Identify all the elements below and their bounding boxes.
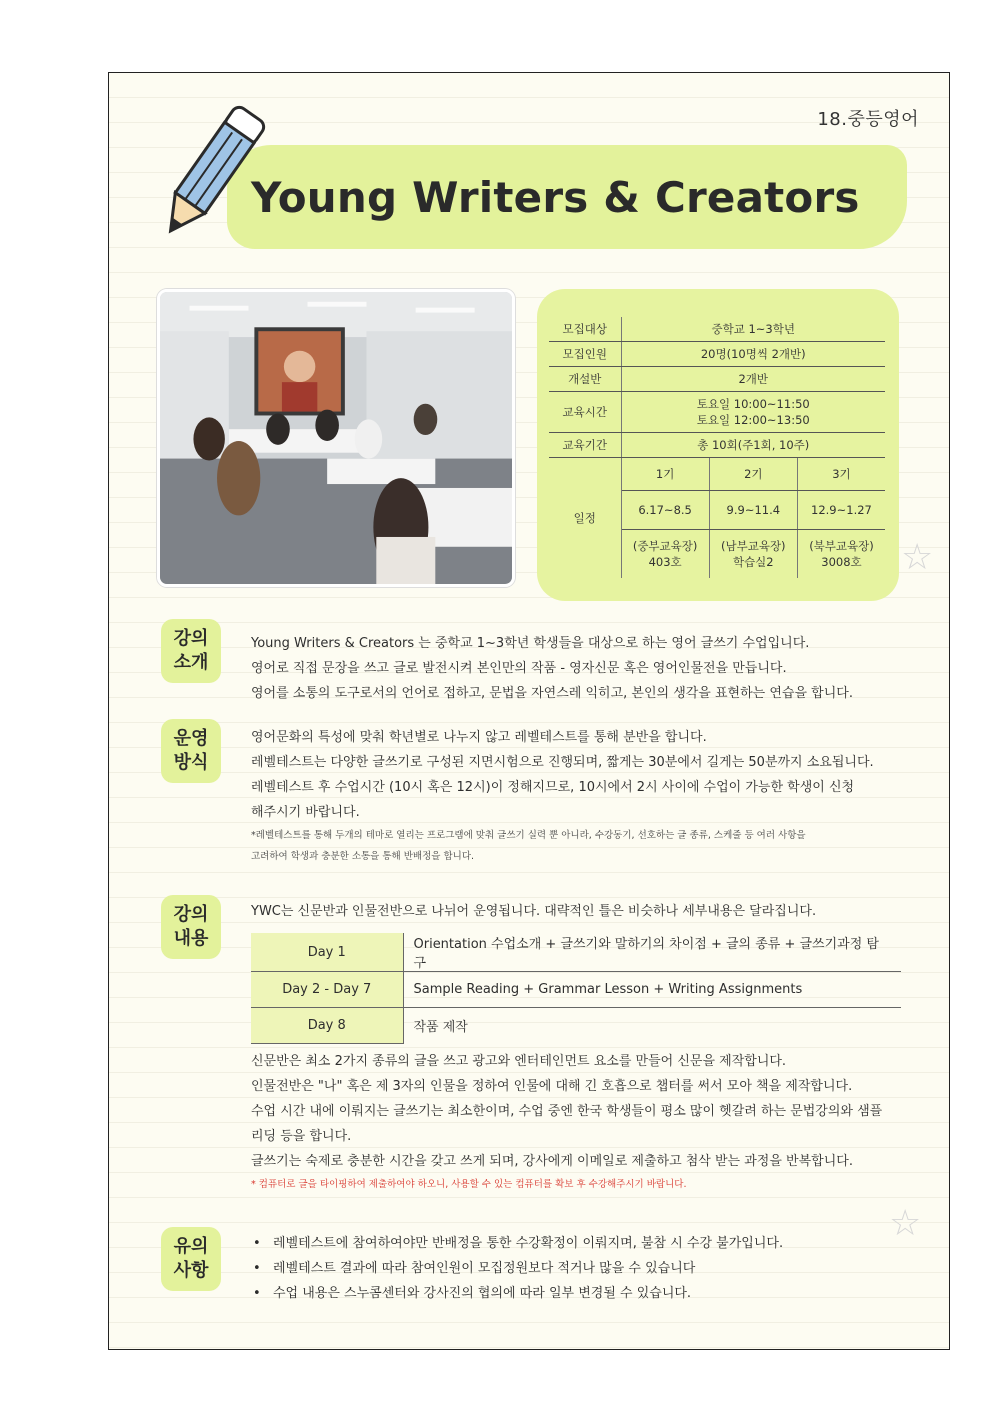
star-doodle-icon: ☆ [889, 1203, 922, 1244]
text-line: 레벨테스트는 다양한 글쓰기로 구성된 지면시험으로 진행되며, 짧게는 30분에서 길게는 50분까지 소요됩니다. [251, 755, 874, 770]
section-tag-operation [161, 719, 221, 783]
text-line: 리딩 등을 합니다. [251, 1129, 352, 1144]
tag-line: 소개 [173, 652, 209, 673]
place-center: (북부교육장) [809, 539, 874, 553]
tag-line: 강의 [173, 628, 209, 649]
intro-text [251, 631, 911, 706]
day-row [251, 933, 901, 972]
schedule-label: 일정 [549, 458, 621, 579]
place-center: (남부교육장) [721, 539, 786, 553]
info-value: 20명(10명씩 2개반) [621, 342, 885, 367]
note-line: *레벨테스트를 통해 두개의 테마로 열리는 프로그램에 맞춰 글쓰기 실력 뿐 아니라, 수강동기, 선호하는 글 종류, 스케줄 등 여러 사항을 [251, 830, 806, 841]
page-title: Young Writers & Creators [251, 173, 860, 222]
warning-note: * 컴퓨터로 글을 타이핑하여 제출하여야 하오니, 사용할 수 있는 컴퓨터를 확보 후 수강해주시기 바랍니다. [251, 1179, 687, 1190]
section-tag-intro [161, 619, 221, 683]
term-place [621, 530, 709, 579]
info-label: 교육기간 [549, 433, 621, 458]
text-line: Young Writers & Creators 는 중학교 1~3학년 학생들을 대상으로 하는 영어 글쓰기 수업입니다. [251, 636, 810, 651]
section-tag-content [161, 895, 221, 959]
tag-line: 방식 [173, 752, 209, 773]
text-line: 글쓰기는 숙제로 충분한 시간을 갖고 쓰게 되며, 강사에게 이메일로 제출하고 첨삭 받는 과정을 반복합니다. [251, 1154, 853, 1169]
text-line: 레벨테스트 후 수업시간 (10시 혹은 12시)이 정해지므로, 10시에서 2시 사이에 수업이 가능한 학생이 신청 [251, 780, 855, 795]
place-room: 403호 [648, 555, 682, 569]
day-desc: 작품 제작 [413, 1020, 468, 1036]
tag-line: 유의 [173, 1236, 209, 1257]
text-line: 영어문화의 특성에 맞춰 학년별로 나누지 않고 레벨테스트를 통해 분반을 합니다. [251, 730, 707, 745]
star-doodle-icon: ☆ [901, 537, 934, 578]
page-code: 18.중등영어 [817, 109, 919, 130]
note-bullet: • 레벨테스트에 참여하여야만 반배정을 통한 수강확정이 이뤄지며, 불참 시 수강 불가입니다. [251, 1231, 911, 1256]
info-value: 중학교 1~3학년 [621, 317, 885, 342]
tag-line: 내용 [173, 928, 209, 949]
place-room: 3008호 [821, 555, 862, 569]
term-dates: 12.9~1.27 [797, 491, 885, 530]
note-line: 고려하여 학생과 충분한 소통을 통해 반배정을 합니다. [251, 851, 475, 862]
day-row [251, 972, 901, 1008]
day-label: Day 8 [251, 1008, 403, 1044]
term-label: 1기 [621, 458, 709, 491]
text-line: 영어를 소통의 도구로서의 언어로 접하고, 문법을 자연스레 익히고, 본인의 생각을 표현하는 연습을 합니다. [251, 686, 853, 701]
pencil-icon [139, 101, 279, 251]
day-row [251, 1008, 901, 1044]
time-line: 토요일 12:00~13:50 [696, 413, 810, 427]
place-room: 학습실2 [732, 555, 774, 569]
text-line: 영어로 직접 문장을 쓰고 글로 발전시켜 본인만의 작품 - 영자신문 혹은 영어인물전을 만듭니다. [251, 661, 787, 676]
info-row [549, 433, 885, 458]
term-dates: 9.9~11.4 [709, 491, 797, 530]
content-text [251, 1049, 911, 1196]
info-label: 모집대상 [549, 317, 621, 342]
info-label: 교육시간 [549, 392, 621, 433]
info-panel [537, 289, 899, 601]
day-label: Day 1 [251, 933, 403, 972]
info-row [549, 342, 885, 367]
term-place [709, 530, 797, 579]
info-table [549, 317, 885, 578]
tag-line: 강의 [173, 904, 209, 925]
classroom-photo [157, 289, 515, 587]
term-label: 2기 [709, 458, 797, 491]
notes-list [251, 1231, 911, 1306]
text-line: 수업 시간 내에 이뤄지는 글쓰기는 최소한이며, 수업 중엔 한국 학생들이 평소 많이 헷갈려 하는 문법강의와 샘플 [251, 1104, 883, 1119]
term-place [797, 530, 885, 579]
tag-line: 운영 [173, 728, 209, 749]
schedule-terms-row [549, 458, 885, 491]
info-label: 모집인원 [549, 342, 621, 367]
info-value: 2개반 [621, 367, 885, 392]
text-line: 해주시기 바랍니다. [251, 805, 360, 820]
info-row [549, 392, 885, 433]
info-row [549, 367, 885, 392]
info-row [549, 317, 885, 342]
time-line: 토요일 10:00~11:50 [696, 397, 810, 411]
tag-line: 사항 [173, 1260, 209, 1281]
day-desc: Sample Reading + Grammar Lesson + Writing Assignments [403, 972, 901, 1008]
text-line: 신문반은 최소 2가지 종류의 글을 쓰고 광고와 엔터테인먼트 요소를 만들어 신문을 제작합니다. [251, 1054, 787, 1069]
info-value: 총 10회(주1회, 10주) [621, 433, 885, 458]
place-center: (중부교육장) [632, 539, 698, 553]
text-line: 인물전반은 "나" 혹은 제 3자의 인물을 정하여 인물에 대해 긴 호흡으로 챕터를 써서 모아 책을 제작합니다. [251, 1079, 853, 1094]
info-value [621, 392, 885, 433]
term-label: 3기 [797, 458, 885, 491]
day-label: Day 2 - Day 7 [251, 972, 403, 1008]
section-tag-notes [161, 1227, 221, 1291]
note-bullet: • 레벨테스트 결과에 따라 참여인원이 모집정원보다 적거나 많을 수 있습니다 [251, 1256, 911, 1281]
content-intro: YWC는 신문반과 인물전반으로 나뉘어 운영됩니다. 대략적인 틀은 비슷하나 세부내용은 달라집니다. [251, 904, 817, 919]
term-dates: 6.17~8.5 [621, 491, 709, 530]
flyer-page [108, 72, 950, 1350]
operation-text [251, 725, 911, 867]
day-table [251, 933, 901, 1044]
day-desc: Orientation 수업소개 + 글쓰기와 말하기의 차이점 + 글의 종류 + 글쓰기과정 탐구 [403, 933, 901, 972]
note-bullet: • 수업 내용은 스누콤센터와 강사진의 협의에 따라 일부 변경될 수 있습니다. [251, 1281, 911, 1306]
info-label: 개설반 [549, 367, 621, 392]
